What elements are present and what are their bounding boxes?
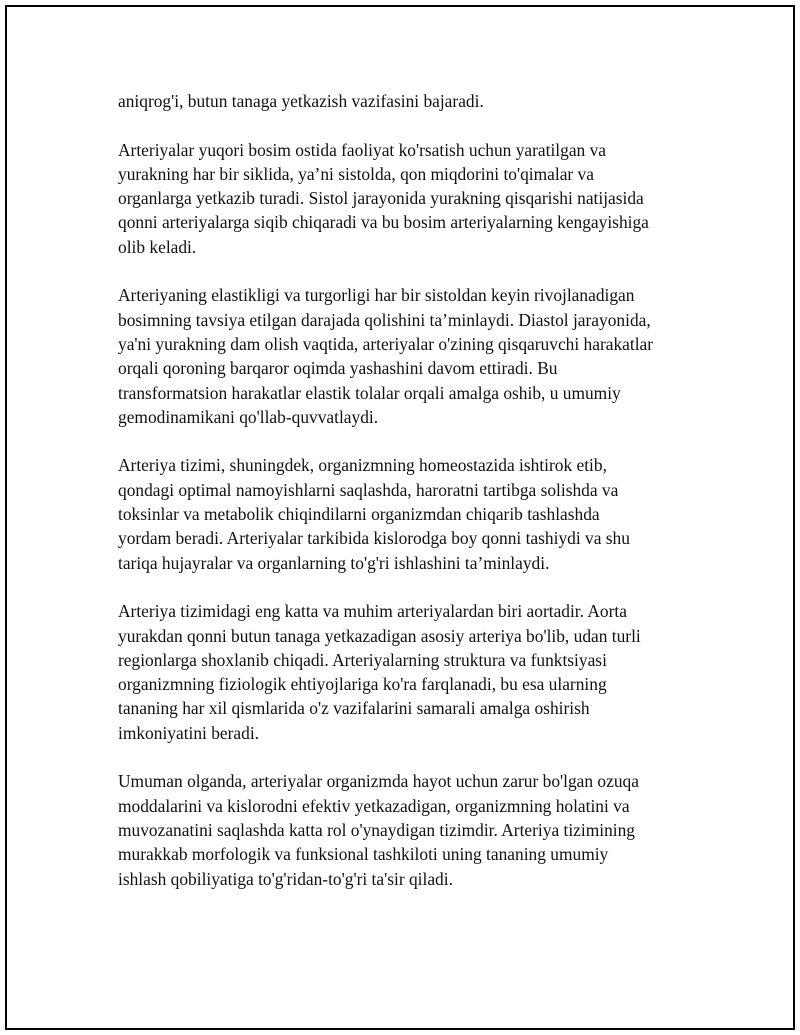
paragraph-elasticity: Arteriyaning elastikligi va turgorligi har bir sistoldan keyin rivojlanadigan bosimning tavsiya etilgan darajada qolishini ta’minlaydi. Diastol jarayonida, ya'ni yurakning dam olish vaqtida, arteriyalar o'zining qisqaruvchi harakatlar orqali qoroning barqaror oqimda yashashini davom ettiradi. Bu transformatsion harakatlar elastik tolalar orqali amalga oshib, u umumiy gemodinamikani qo'llab-quvvatlaydi. (118, 285, 654, 427)
document-body (118, 89, 688, 891)
paragraph-continuation: aniqrog'i, butun tanaga yetkazish vazifasini bajaradi. (118, 91, 484, 111)
paragraph-conclusion: Umuman olganda, arteriyalar organizmda hayot uchun zarur bo'lgan ozuqa moddalarini va kislorodni efektiv yetkazadigan, organizmning holatini va muvozanatini saqlashda katta rol o'ynaydigan tizimdir. Arteriya tizimining murakkab morfologik va funksional tashkiloti uning tananing umumiy ishlash qobiliyatiga to'g'ridan-to'g'ri ta'sir qiladi. (118, 771, 639, 889)
paragraph-arteries-pressure: Arteriyalar yuqori bosim ostida faoliyat ko'rsatish uchun yaratilgan va yurakning har bir siklida, ya’ni sistolda, qon miqdorini to'qimalar va organlarga yetkazib turadi. Sistol jarayonida yurakning qisqarishi natijasida qonni arteriyalarga siqib chiqaradi va bu bosim arteriyalarning kengayishiga olib keladi. (118, 139, 649, 257)
paragraph-homeostasis: Arteriya tizimi, shuningdek, organizmning homeostazida ishtirok etib, qondagi optimal namoyishlarni saqlashda, haroratni tartibga solishda va toksinlar va metabolik chiqindilarni organizmdan chiqarib tashlashda yordam beradi. Arteriyalar tarkibida kislorodga boy qonni tashiydi va shu tariqa hujayralar va organlarning to'g'ri ishlashini ta’minlaydi. (118, 455, 630, 573)
paragraph-aorta: Arteriya tizimidagi eng katta va muhim arteriyalardan biri aortadir. Aorta yurakdan qonni butun tanaga yetkazadigan asosiy arteriya bo'lib, udan turli regionlarga shoxlanib chiqadi. Arteriyalarning struktura va funktsiyasi organizmning fiziologik ehtiyojlariga ko'ra farqlanadi, bu esa ularning tananing har xil qismlarida o'z vazifalarini samarali amalga oshirish imkoniyatini beradi. (118, 601, 641, 743)
